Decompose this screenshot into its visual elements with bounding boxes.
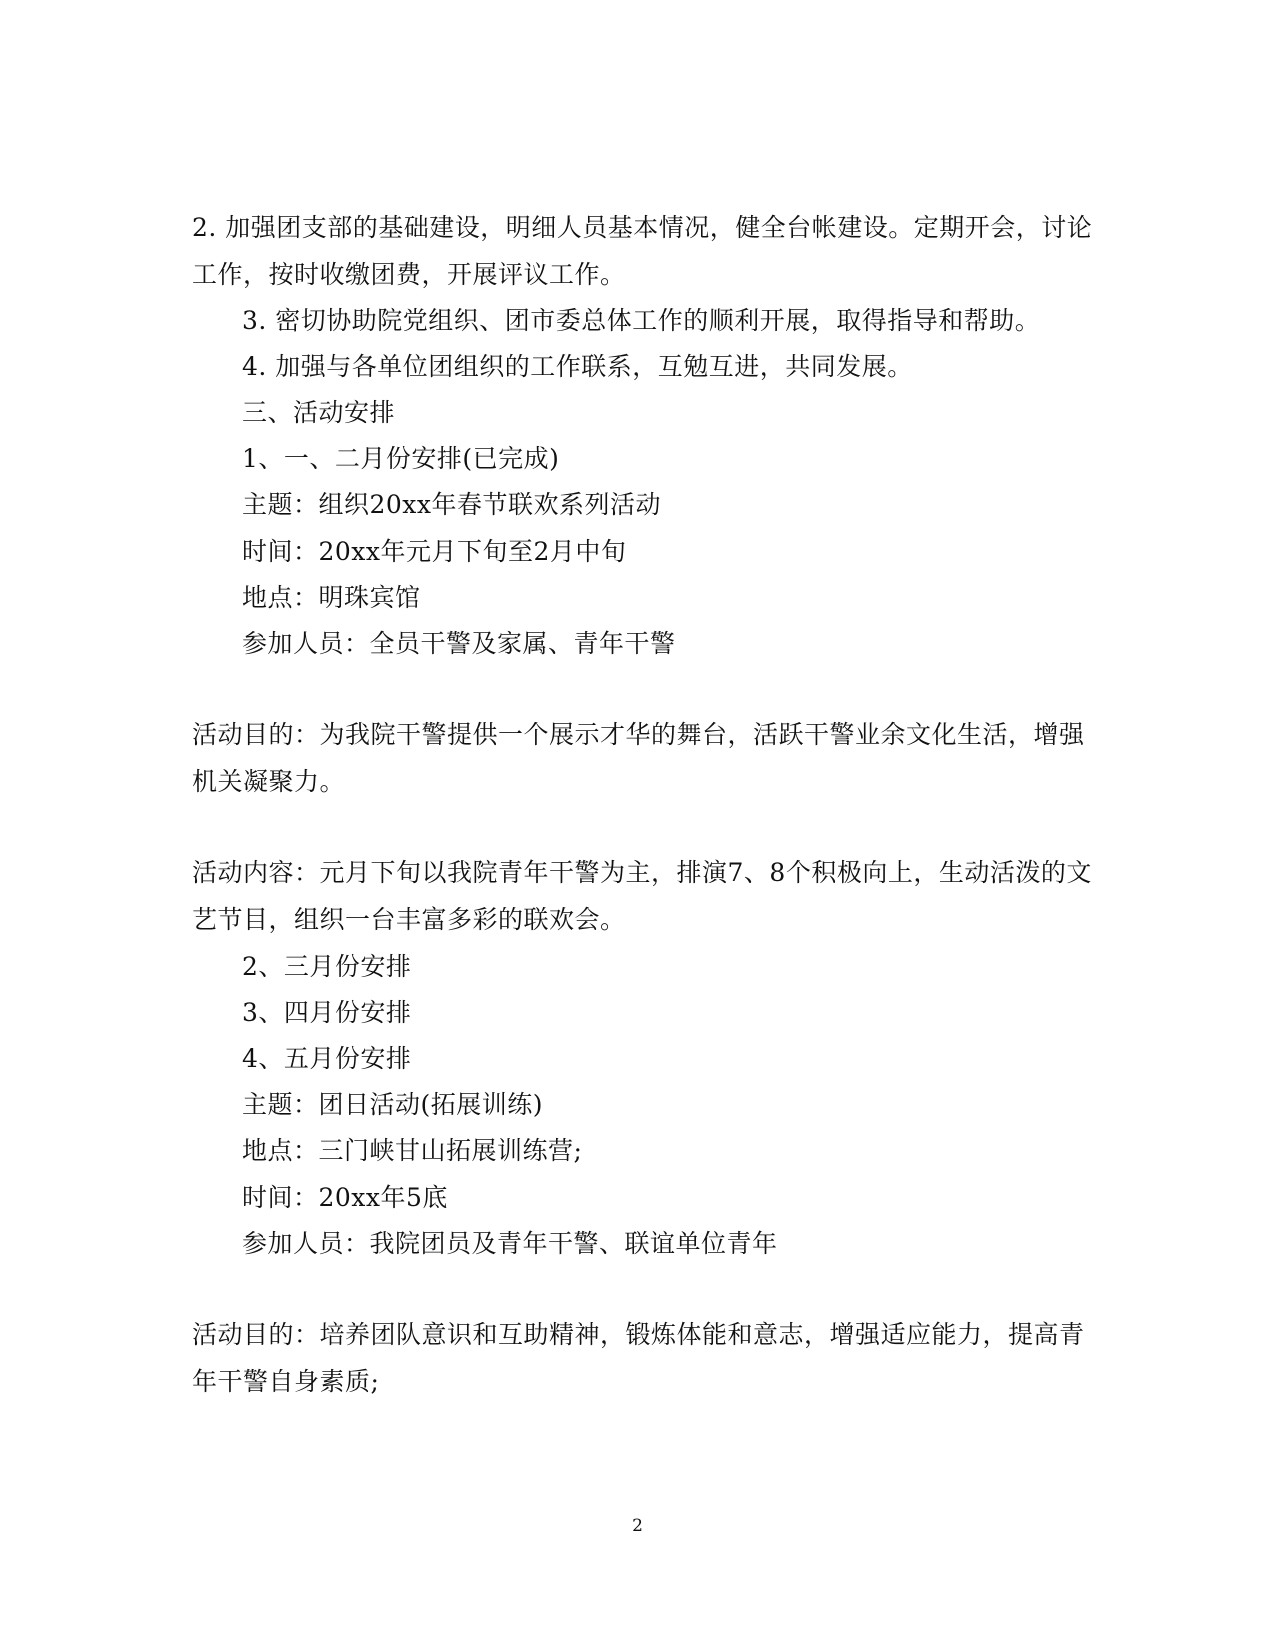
text-line: 2. 加强团支部的基础建设，明细人员基本情况，健全台帐建设。定期开会，讨论 bbox=[192, 213, 1093, 242]
text-line: 参加人员：我院团员及青年干警、联谊单位青年 bbox=[242, 1229, 778, 1258]
text-line: 活动目的：为我院干警提供一个展示才华的舞台，活跃干警业余文化生活，增强 bbox=[192, 720, 1085, 749]
section-heading: 三、活动安排 bbox=[242, 398, 396, 427]
text-line: 参加人员：全员干警及家属、青年干警 bbox=[242, 629, 676, 658]
text-line: 4、五月份安排 bbox=[242, 1044, 412, 1073]
text-line: 4. 加强与各单位团组织的工作联系，互勉互进，共同发展。 bbox=[242, 352, 913, 381]
text-line: 时间：20xx年5底 bbox=[242, 1183, 448, 1212]
text-line: 活动内容：元月下旬以我院青年干警为主，排演7、8个积极向上，生动活泼的文 bbox=[192, 858, 1092, 887]
text-line: 机关凝聚力。 bbox=[192, 767, 346, 796]
text-line: 地点：三门峡甘山拓展训练营; bbox=[242, 1136, 583, 1165]
text-line: 年干警自身素质; bbox=[192, 1367, 380, 1396]
text-line: 主题：团日活动(拓展训练) bbox=[242, 1090, 544, 1119]
text-line: 3. 密切协助院党组织、团市委总体工作的顺利开展，取得指导和帮助。 bbox=[242, 306, 1041, 335]
text-line: 工作，按时收缴团费，开展评议工作。 bbox=[192, 260, 626, 289]
text-line: 艺节目，组织一台丰富多彩的联欢会。 bbox=[192, 905, 626, 934]
text-line: 时间：20xx年元月下旬至2月中旬 bbox=[242, 537, 627, 566]
text-line: 2、三月份安排 bbox=[242, 952, 412, 981]
text-line: 活动目的：培养团队意识和互助精神，锻炼体能和意志，增强适应能力，提高青 bbox=[192, 1320, 1085, 1349]
text-line: 3、四月份安排 bbox=[242, 998, 412, 1027]
text-line: 主题：组织20xx年春节联欢系列活动 bbox=[242, 490, 662, 519]
text-line: 1、一、二月份安排(已完成) bbox=[242, 444, 560, 473]
text-line: 地点：明珠宾馆 bbox=[242, 583, 421, 612]
page-number: 2 bbox=[632, 1516, 643, 1536]
